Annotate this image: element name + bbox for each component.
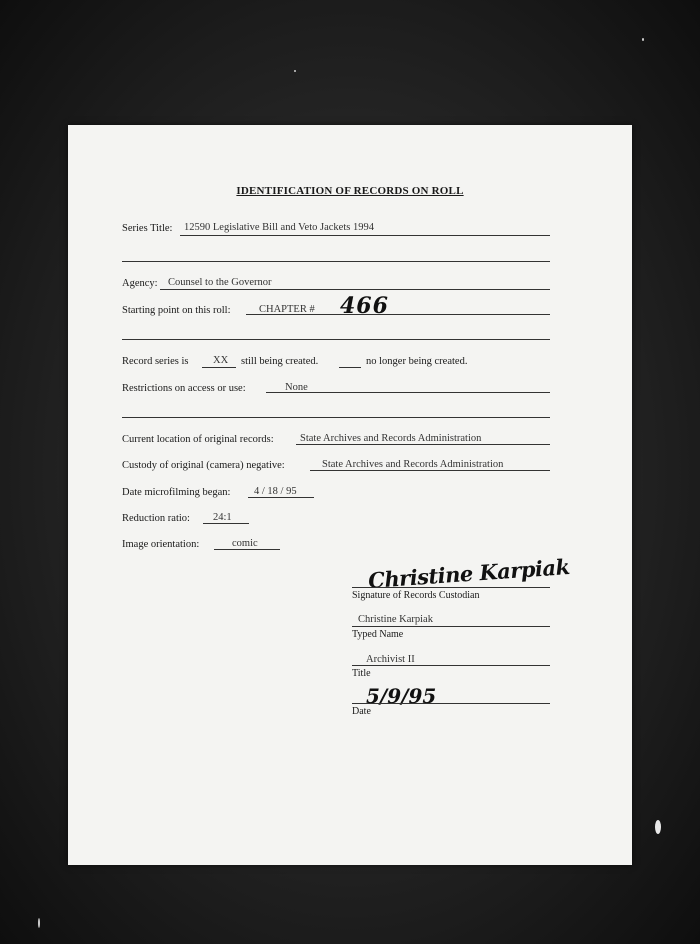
agency-value: Counsel to the Governor bbox=[168, 277, 272, 288]
starting-point-line bbox=[246, 314, 550, 315]
restrictions-label: Restrictions on access or use: bbox=[122, 383, 246, 394]
record-series-label: Record series is bbox=[122, 356, 189, 367]
current-location-label: Current location of original records: bbox=[122, 434, 274, 445]
date-line bbox=[352, 703, 550, 704]
title-label: Title bbox=[352, 668, 371, 679]
current-location-line bbox=[296, 444, 550, 445]
typed-name-value: Christine Karpiak bbox=[358, 614, 433, 625]
image-orientation-line bbox=[214, 549, 280, 550]
record-series-still-line bbox=[202, 367, 236, 368]
record-series-no-longer-line bbox=[339, 367, 361, 368]
agency-label: Agency: bbox=[122, 278, 158, 289]
restrictions-line bbox=[266, 392, 550, 393]
film-dust-speck bbox=[642, 38, 644, 41]
custody-label: Custody of original (camera) negative: bbox=[122, 460, 285, 471]
title-value: Archivist II bbox=[366, 654, 415, 665]
starting-point-line-2 bbox=[122, 339, 550, 340]
record-series-still-text: still being created. bbox=[241, 356, 319, 367]
reduction-ratio-line bbox=[203, 523, 249, 524]
custody-value: State Archives and Records Administration bbox=[322, 459, 504, 470]
starting-point-label: Starting point on this roll: bbox=[122, 305, 231, 316]
reduction-ratio-value: 24:1 bbox=[213, 512, 232, 523]
series-title-value: 12590 Legislative Bill and Veto Jackets 1994 bbox=[184, 222, 374, 233]
restrictions-line-2 bbox=[122, 417, 550, 418]
signature-handwritten: Christine Karpiak bbox=[367, 553, 571, 594]
film-scratch-mark bbox=[655, 820, 661, 834]
date-began-label: Date microfilming began: bbox=[122, 487, 231, 498]
starting-point-handwritten: 466 bbox=[340, 293, 389, 319]
typed-name-label: Typed Name bbox=[352, 629, 404, 640]
series-title-line bbox=[180, 235, 550, 236]
agency-line bbox=[160, 289, 550, 290]
custody-line bbox=[310, 470, 550, 471]
date-label: Date bbox=[352, 706, 371, 717]
series-title-line-2 bbox=[122, 261, 550, 262]
record-series-no-longer-text: no longer being created. bbox=[366, 356, 468, 367]
date-began-line bbox=[248, 497, 314, 498]
date-began-value: 4 / 18 / 95 bbox=[254, 486, 297, 497]
image-orientation-label: Image orientation: bbox=[122, 539, 200, 550]
title-line bbox=[352, 665, 550, 666]
current-location-value: State Archives and Records Administration bbox=[300, 433, 482, 444]
typed-name-line bbox=[352, 626, 550, 627]
date-handwritten: 5/9/95 bbox=[366, 684, 437, 708]
film-dust-speck bbox=[294, 70, 296, 72]
signature-line bbox=[352, 587, 550, 588]
starting-point-value: CHAPTER # bbox=[259, 304, 315, 315]
form-title: IDENTIFICATION OF RECORDS ON ROLL bbox=[236, 185, 464, 197]
film-scratch-mark bbox=[38, 918, 40, 928]
record-series-still-value: XX bbox=[213, 355, 229, 366]
signature-label: Signature of Records Custodian bbox=[352, 590, 480, 601]
document-page bbox=[68, 125, 632, 865]
reduction-ratio-label: Reduction ratio: bbox=[122, 513, 190, 524]
series-title-label: Series Title: bbox=[122, 223, 173, 234]
restrictions-value: None bbox=[285, 382, 308, 393]
image-orientation-value: comic bbox=[232, 538, 258, 549]
